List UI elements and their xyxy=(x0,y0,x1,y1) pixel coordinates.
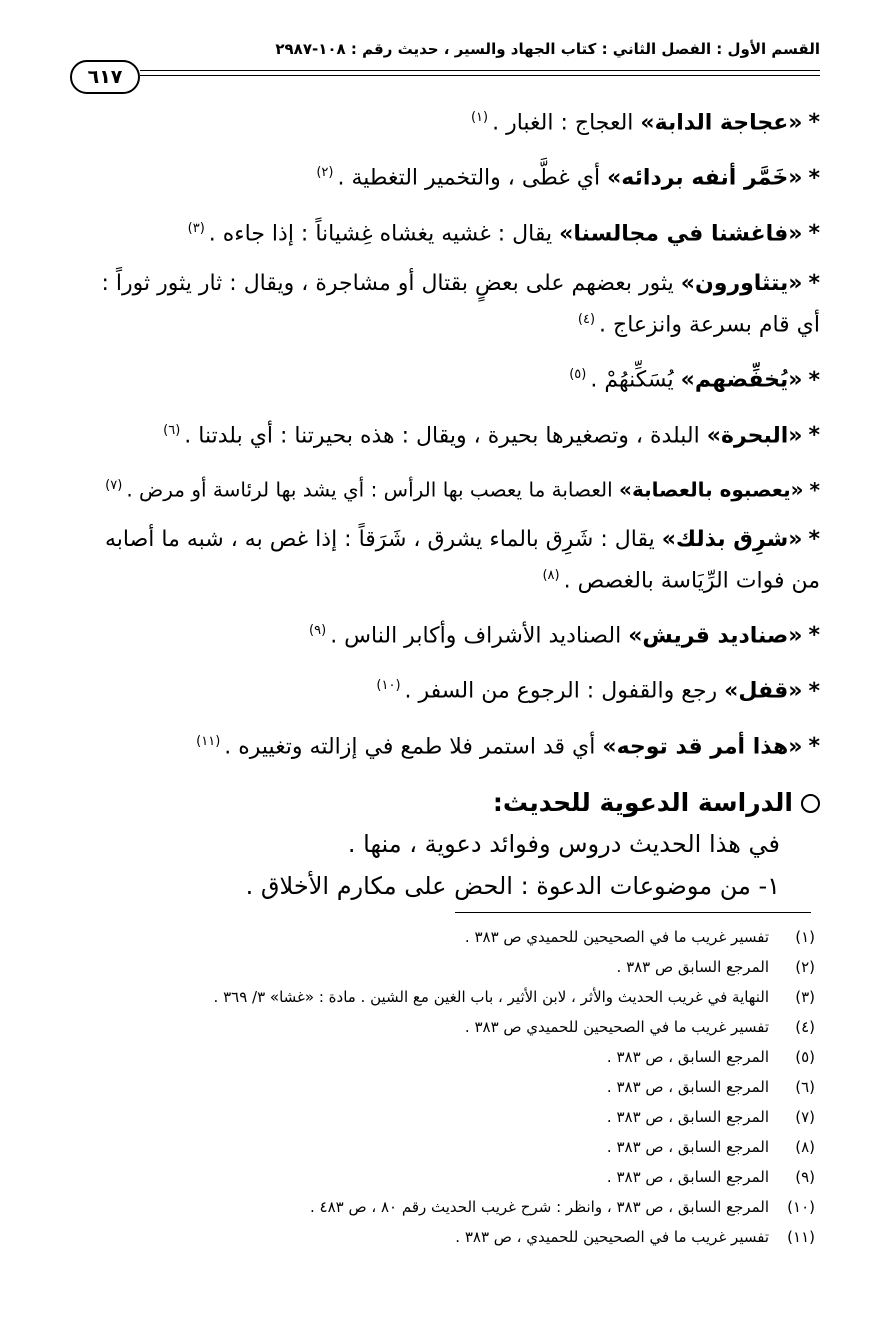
footnote: (٣)النهاية في غريب الحديث والأثر ، لابن الأثير ، باب الغين مع الشين . مادة : «غشا» ٣/ ٣٦٩ . xyxy=(213,988,815,1006)
header-rule xyxy=(140,75,820,76)
gloss-entry xyxy=(75,468,820,508)
gloss-definition: الصناديد الأشراف وأكابر الناس . xyxy=(330,623,629,649)
gloss-entry xyxy=(75,413,820,454)
gloss-entry xyxy=(75,357,820,398)
gloss-definition: رجع والقفول : الرجوع من السفر . xyxy=(404,678,725,704)
asterisk-icon: * xyxy=(808,165,820,191)
gloss-definition: أي قد استمر فلا طمع في إزالته وتغييره . xyxy=(224,733,603,759)
asterisk-icon: * xyxy=(808,422,820,448)
asterisk-icon: * xyxy=(808,110,820,136)
gloss-entry xyxy=(75,668,820,709)
footnote: (٨)المرجع السابق ، ص ٣٨٣ . xyxy=(606,1138,815,1156)
footnote-marker: (٣) xyxy=(187,220,205,236)
asterisk-icon: * xyxy=(808,623,820,649)
gloss-definition: يقال : شَرِق بالماء يشرق ، شَرَقاً : إذا غص به ، شبه ما أصابه من فوات الرِّيَاسة بالغصص . xyxy=(104,526,820,593)
footnote-marker: (١١) xyxy=(196,733,221,749)
asterisk-icon: * xyxy=(808,367,820,393)
page-header xyxy=(70,40,820,100)
gloss-term: «صناديد قريش» xyxy=(628,623,803,649)
gloss-definition: أي غطَّى ، والتخمير التغطية . xyxy=(337,165,608,191)
asterisk-icon: * xyxy=(808,526,820,552)
main-text xyxy=(75,100,820,907)
footnote-marker: (٧) xyxy=(105,477,123,493)
gloss-term: «خَمَّر أنفه بردائه» xyxy=(607,165,803,191)
header-rule xyxy=(140,70,820,71)
footnote-marker: (١٠) xyxy=(376,678,401,694)
gloss-term: «البحرة» xyxy=(706,422,803,448)
running-title: القسم الأول : الفصل الثاني : كتاب الجهاد والسير ، حديث رقم : ١٠٨-٢٩٨٧ xyxy=(275,40,820,58)
gloss-entry xyxy=(75,100,820,141)
gloss-definition: يقال : غشيه يغشاه غِشياناً : إذا جاءه . xyxy=(208,220,560,246)
gloss-entry xyxy=(75,266,820,343)
numbered-item: ١- من موضوعات الدعوة : الحض على مكارم الأخلاق . xyxy=(245,871,780,900)
asterisk-icon: * xyxy=(809,477,820,502)
gloss-definition: البلدة ، وتصغيرها بحيرة ، ويقال : هذه بحيرتنا : أي بلدتنا . xyxy=(184,422,707,448)
gloss-entry xyxy=(75,724,820,765)
footnote-divider xyxy=(455,912,811,913)
footnote-marker: (٩) xyxy=(309,622,327,638)
gloss-term: «عجاجة الدابة» xyxy=(640,110,803,136)
footnote: (١٠)المرجع السابق ، ص ٣٨٣ ، وانظر : شرح غريب الحديث رقم ٨٠ ، ص ٤٨٣ . xyxy=(309,1198,815,1216)
asterisk-icon: * xyxy=(808,678,820,704)
footnote-marker: (٢) xyxy=(316,165,334,181)
gloss-entry xyxy=(75,522,820,599)
gloss-definition: يثور بعضهم على بعضٍ بقتال أو مشاجرة ، ويقال : ثار يثور ثوراً : أي قام بسرعة وانزعاج . xyxy=(101,270,820,338)
asterisk-icon: * xyxy=(808,733,820,759)
gloss-term: «يُخفِّضهم» xyxy=(680,367,803,393)
footnote-marker: (٤) xyxy=(577,311,596,327)
asterisk-icon: * xyxy=(808,270,820,296)
circle-bullet-icon xyxy=(801,794,820,813)
gloss-definition: العجاج : الغبار . xyxy=(492,110,641,136)
gloss-term: «يتثاورون» xyxy=(680,270,803,296)
gloss-entry xyxy=(75,613,820,654)
gloss-term: «قفل» xyxy=(724,678,803,704)
footnote: (٦)المرجع السابق ، ص ٣٨٣ . xyxy=(606,1078,815,1096)
footnote-marker: (٨) xyxy=(542,567,560,583)
asterisk-icon: * xyxy=(808,220,820,246)
gloss-definition: العصابة ما يعصب بها الرأس : أي يشد بها لرئاسة أو مرض . xyxy=(126,477,620,502)
footnote: (٤)تفسير غريب ما في الصحيحين للحميدي ص ٣٨٣ . xyxy=(464,1018,815,1036)
footnotes xyxy=(150,922,815,1252)
gloss-term: «فاغشنا في مجالسنا» xyxy=(559,220,803,246)
footnote: (٢)المرجع السابق ص ٣٨٣ . xyxy=(616,958,815,976)
page-number: ٦١٧ xyxy=(70,60,140,94)
footnote-marker: (٦) xyxy=(163,422,181,438)
footnote: (١١)تفسير غريب ما في الصحيحين للحميدي ، ص ٣٨٣ . xyxy=(455,1228,815,1246)
footnote-marker: (١) xyxy=(470,110,489,125)
footnote: (٩)المرجع السابق ، ص ٣٨٣ . xyxy=(606,1168,815,1186)
gloss-term: «هذا أمر قد توجه» xyxy=(602,733,803,759)
gloss-term: «يعصبوه بالعصابة» xyxy=(619,477,804,502)
footnote: (١)تفسير غريب ما في الصحيحين للحميدي ص ٣٨٣ . xyxy=(464,928,815,946)
footnote: (٥)المرجع السابق ، ص ٣٨٣ . xyxy=(606,1048,815,1066)
gloss-entry xyxy=(75,211,820,252)
section-heading: الدراسة الدعوية للحديث: xyxy=(75,783,820,823)
intro-paragraph: في هذا الحديث دروس وفوائد دعوية ، منها . xyxy=(347,829,780,858)
gloss-entry xyxy=(75,155,820,196)
gloss-term: «شرِق بذلك» xyxy=(661,526,803,552)
footnote: (٧)المرجع السابق ، ص ٣٨٣ . xyxy=(606,1108,815,1126)
footnote-marker: (٥) xyxy=(569,367,587,383)
gloss-definition: يُسَكِّنهُمْ . xyxy=(590,367,681,393)
